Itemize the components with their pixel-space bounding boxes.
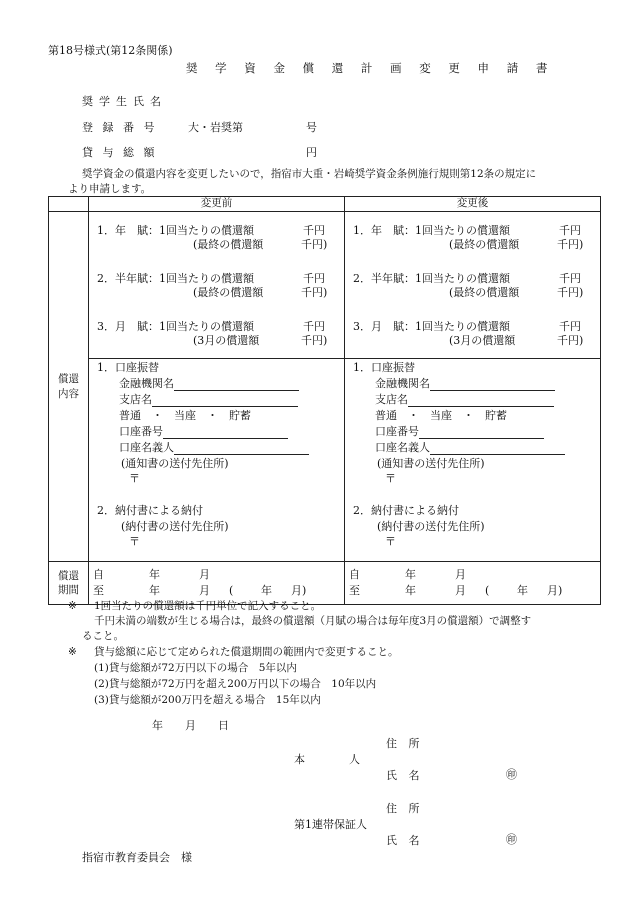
plan-annual-final-after: (最終の償還額: [449, 238, 520, 251]
account-types-before: 普通 ・ 当座 ・ 貯蓄: [119, 409, 251, 422]
repayment-period-label: 償還 期間: [49, 562, 89, 605]
registration-prefix: 大・岩奨第: [188, 121, 243, 134]
intro-line-2: より申請します。: [68, 183, 152, 195]
postal-mark-2-after: 〒: [385, 535, 396, 548]
period-to-month-before: 月: [199, 584, 210, 597]
postal-mark-before: 〒: [129, 472, 140, 485]
bank-name-before: 金融機関名: [119, 377, 299, 391]
self-seal-mark: ㊞: [506, 768, 517, 781]
branch-name-before: 支店名: [119, 393, 298, 407]
postal-mark-after: 〒: [385, 472, 396, 485]
plan-annual-before: 1．年 賦：1回当たりの償還額: [97, 224, 254, 237]
note-2-2: (2)貸与総額が72万円を超え200万円以下の場合 10年以内: [94, 678, 377, 690]
plan-annual-final-before: (最終の償還額: [193, 238, 264, 251]
account-holder-before: 口座名義人: [119, 441, 309, 455]
plan-semiannual-final-unit-before: 千円): [301, 286, 328, 299]
guarantor-name-label: 氏 名: [386, 834, 424, 847]
plan-annual-unit-before: 千円: [303, 224, 325, 237]
before-period-cell: [89, 562, 345, 605]
guarantor-address-label: 住 所: [386, 802, 424, 815]
note-1c: ること。: [82, 630, 124, 642]
self-name-label: 氏 名: [386, 769, 424, 782]
account-types-after: 普通 ・ 当座 ・ 貯蓄: [375, 409, 507, 422]
slip-option-after: 2．納付書による納付: [353, 504, 459, 517]
account-number-after: 口座番号: [375, 425, 544, 439]
intro-line-1: 奨学資金の償還内容を変更したいので，指宿市大重・岩崎奨学資金条例施行規則第12条の規定に: [82, 168, 537, 180]
branch-name-after: 支店名: [375, 393, 554, 407]
plan-monthly-before: 3．月 賦：1回当たりの償還額: [97, 320, 254, 333]
page-title: 奨 学 資 金 償 還 計 画 変 更 申 請 書: [186, 61, 555, 75]
plan-annual-unit-after: 千円: [559, 224, 581, 237]
note-2-1: (1)貸与総額が72万円以下の場合 5年以内: [94, 662, 297, 674]
plan-semiannual-before: 2．半年賦：1回当たりの償還額: [97, 272, 254, 285]
period-to-after: 至: [349, 584, 360, 597]
guarantor-seal-mark: ㊞: [506, 833, 517, 846]
plan-monthly-march-before: (3月の償還額: [193, 334, 260, 347]
transfer-option-after: 1．口座振替: [353, 361, 415, 374]
form-number: 第18号様式(第12条関係): [48, 44, 173, 57]
account-holder-after: 口座名義人: [375, 441, 565, 455]
addressee: 指宿市教育委員会 様: [82, 851, 192, 864]
period-paren-close-after: 月): [547, 584, 563, 597]
notice-address-before: (通知書の送付先住所): [121, 457, 229, 470]
period-paren-year-before: 年: [261, 584, 272, 597]
note-1a: 1回当たりの償還額は千円単位で記入すること。: [94, 600, 322, 612]
slip-address-before: (納付書の送付先住所): [121, 520, 229, 533]
self-address-label: 住 所: [386, 737, 424, 750]
plan-monthly-unit-after: 千円: [559, 320, 581, 333]
plan-monthly-after: 3．月 賦：1回当たりの償還額: [353, 320, 510, 333]
self-label: 本 人: [294, 753, 360, 766]
plan-semiannual-final-unit-after: 千円): [557, 286, 584, 299]
plan-monthly-march-unit-before: 千円): [301, 334, 328, 347]
period-from-after: 自: [349, 568, 360, 581]
loan-total-unit: 円: [306, 146, 317, 159]
repayment-content-label: 償還 内容: [49, 212, 89, 562]
corner-cell: [49, 197, 89, 212]
note-mark-2: ※: [68, 646, 77, 658]
period-from-month-before: 月: [199, 568, 210, 581]
plan-monthly-march-after: (3月の償還額: [449, 334, 516, 347]
notice-address-after: (通知書の送付先住所): [377, 457, 485, 470]
after-amounts-cell: [345, 212, 601, 359]
plan-annual-final-unit-before: 千円): [301, 238, 328, 251]
period-paren-year-after: 年: [517, 584, 528, 597]
period-from-year-before: 年: [149, 568, 160, 581]
note-1b: 千円未満の端数が生じる場合は，最終の償還額（月賦の場合は毎年度3月の償還額）で調整す: [94, 615, 532, 627]
plan-monthly-march-unit-after: 千円): [557, 334, 584, 347]
period-paren-close-before: 月): [291, 584, 307, 597]
period-to-month-after: 月: [455, 584, 466, 597]
header-after: 変更後: [345, 197, 601, 212]
plan-semiannual-unit-after: 千円: [559, 272, 581, 285]
plan-semiannual-final-before: (最終の償還額: [193, 286, 264, 299]
account-number-before: 口座番号: [119, 425, 288, 439]
period-to-before: 至: [93, 584, 104, 597]
period-to-year-before: 年: [149, 584, 160, 597]
loan-total-label: 貸 与 総 額: [82, 146, 158, 159]
plan-semiannual-unit-before: 千円: [303, 272, 325, 285]
before-payment-cell: [89, 359, 345, 562]
header-before: 変更前: [89, 197, 345, 212]
plan-annual-final-unit-after: 千円): [557, 238, 584, 251]
before-amounts-cell: [89, 212, 345, 359]
slip-address-after: (納付書の送付先住所): [377, 520, 485, 533]
period-from-month-after: 月: [455, 568, 466, 581]
bank-name-after: 金融機関名: [375, 377, 555, 391]
after-period-cell: [345, 562, 601, 605]
registration-suffix: 号: [306, 121, 317, 134]
postal-mark-2-before: 〒: [129, 535, 140, 548]
after-payment-cell: [345, 359, 601, 562]
note-2: 貸与総額に応じて定められた償還期間の範囲内で変更すること。: [94, 646, 399, 658]
registration-number-label: 登 録 番 号: [82, 121, 158, 134]
period-from-before: 自: [93, 568, 104, 581]
period-to-year-after: 年: [405, 584, 416, 597]
plan-annual-after: 1．年 賦：1回当たりの償還額: [353, 224, 510, 237]
transfer-option-before: 1．口座振替: [97, 361, 159, 374]
student-name-label: 奨学生氏名: [82, 95, 167, 108]
period-from-year-after: 年: [405, 568, 416, 581]
application-date: 年 月 日: [152, 719, 229, 732]
repayment-plan-table: [48, 196, 601, 605]
plan-semiannual-final-after: (最終の償還額: [449, 286, 520, 299]
period-paren-open-after: (: [485, 584, 490, 597]
note-2-3: (3)貸与総額が200万円を超える場合 15年以内: [94, 694, 321, 706]
guarantor-label: 第1連帯保証人: [294, 818, 367, 831]
plan-monthly-unit-before: 千円: [303, 320, 325, 333]
note-mark-1: ※: [68, 600, 77, 612]
plan-semiannual-after: 2．半年賦：1回当たりの償還額: [353, 272, 510, 285]
slip-option-before: 2．納付書による納付: [97, 504, 203, 517]
period-paren-open-before: (: [229, 584, 234, 597]
